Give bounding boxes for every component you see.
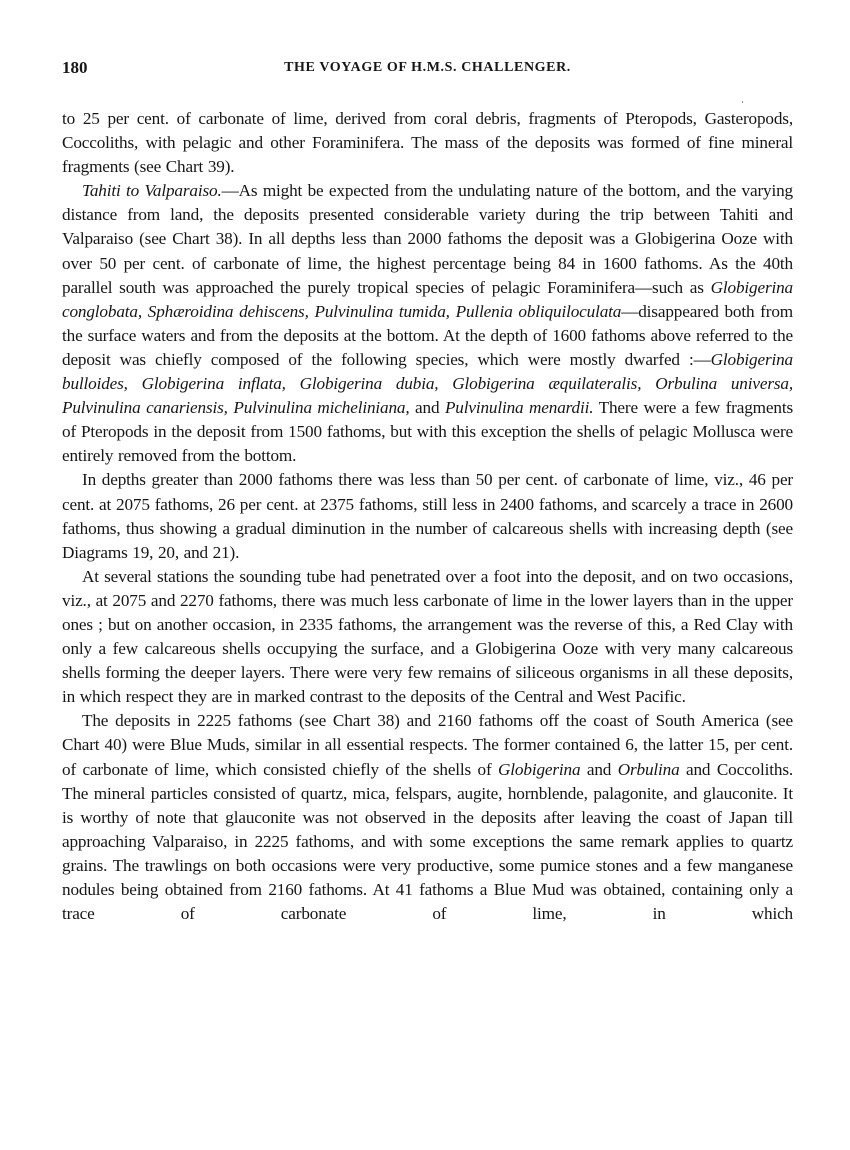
body-text xyxy=(62,107,793,926)
italic-text-segment: Orbulina xyxy=(617,759,680,779)
page-number: 180 xyxy=(62,58,88,77)
text-segment: and xyxy=(409,398,445,418)
text-segment: and xyxy=(580,759,618,779)
italic-text-segment: Globigerina conglobata, Sphæroidina dehiscens, Pulvinulina tumida, Pullenia obliquiloculata xyxy=(62,277,793,321)
text-segment: and Coccoliths. The mineral particles consisted of quartz, mica, felspars, augite, hornblende, palagonite, and glauconite. It is worthy of note that glauconite was not observed in the deposits after leaving the coast of Japan till approaching Valparaiso, in 2225 fathoms, and with some exceptions the same remark applies to quartz grains. The trawlings on both occasions were very productive, some pumice stones and a few manganese nodules being obtained from 2160 fathoms. At 41 fathoms a Blue Mud was obtained, containing only a trace of carbonate of lime, in which xyxy=(62,759,794,924)
text-segment: to 25 per cent. of carbonate of lime, derived from coral debris, fragments of Pteropods, Gasteropods, Coccoliths, with pelagic and other Foraminifera. The mass of the deposits was formed of fine mineral fragments (see Chart 39). xyxy=(62,109,793,177)
text-segment: At several stations the sounding tube had penetrated over a foot into the deposit, and on two occasions, viz., at 2075 and 2270 fathoms, there was much less carbonate of lime in the lower layers than in the upper ones ; but on another occasion, in 2335 fathoms, the arrangement was the reverse of this, a Red Clay with only a few calcareous shells occupying the surface, and a Globigerina Ooze with very many calcareous shells forming the deeper layers. There were very few remains of siliceous organisms in all these deposits, in which respect they are in marked contrast to the deposits of the Central and West Pacific. xyxy=(62,566,793,707)
text-segment: The deposits in 2225 fathoms (see Chart 38) and 2160 fathoms off the coast of South America (see Chart 40) were Blue Muds, similar in all essential respects. The former contained 6, the latter 15, per cent. of carbonate of lime, which consisted chiefly of the shells of xyxy=(62,711,793,779)
book-page xyxy=(62,58,793,926)
text-segment: —disappeared both from the surface waters and from the deposits at the bottom. At the depth of 1600 fathoms above referred to the deposit was chiefly composed of the following species, which were mostly dwarfed :— xyxy=(62,301,793,369)
paragraph xyxy=(62,107,793,179)
italic-text-segment: Globigerina bulloides, Globigerina inflata, Globigerina dubia, Globigerina æquilateralis, Orbulina universa, Pulvinulina canariensis, Pulvinulina micheliniana, xyxy=(62,349,793,418)
text-segment: In depths greater than 2000 fathoms there was less than 50 per cent. of carbonate of lime, viz., 46 per cent. at 2075 fathoms, 26 per cent. at 2375 fathoms, still less in 2400 fathoms, and scarcely a trace in 2600 fathoms, thus showing a gradual diminution in the number of calcareous shells with increasing depth (see Diagrams 19, 20, and 21). xyxy=(62,470,793,562)
text-segment: There were a few fragments of Pteropods in the deposit from 1500 fathoms, but with this exception the shells of pelagic Mollusca were entirely removed from the bottom. xyxy=(62,398,793,466)
paragraph xyxy=(62,468,793,564)
paragraph xyxy=(62,179,793,468)
scan-speck xyxy=(742,101,743,103)
text-segment: —As might be expected from the undulating nature of the bottom, and the varying distance from land, the deposits presented considerable variety during the trip between Tahiti and Valparaiso (see Chart 38). In all depths less than 2000 fathoms the deposit was a Globigerina Ooze with over 50 per cent. of carbonate of lime, the highest percentage being 84 in 1600 fathoms. As the 40th parallel south was approached the purely tropical species of pelagic Foraminifera—such as xyxy=(62,181,793,297)
italic-text-segment: Pulvinulina menardii. xyxy=(444,398,594,418)
running-head xyxy=(62,58,793,84)
paragraph xyxy=(62,565,793,710)
running-title: THE VOYAGE OF H.M.S. CHALLENGER. xyxy=(284,60,571,75)
italic-text-segment: Tahiti to Valparaiso. xyxy=(82,181,222,201)
paragraph xyxy=(62,709,793,926)
italic-text-segment: Globigerina xyxy=(498,759,581,779)
